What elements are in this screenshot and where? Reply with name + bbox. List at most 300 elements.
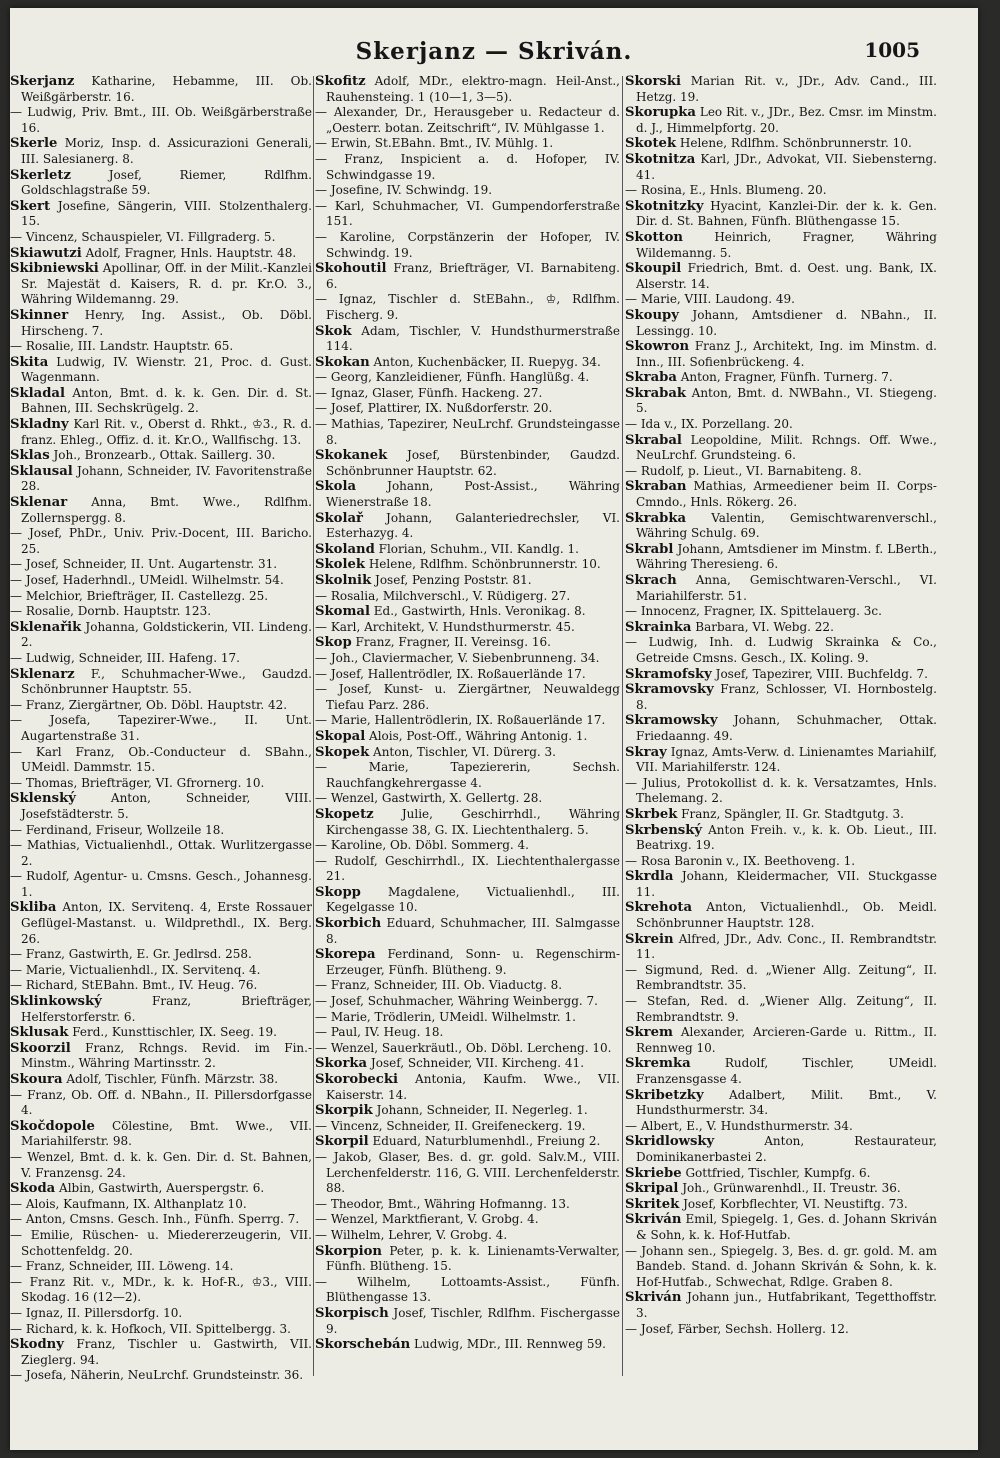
entry-surname: Skotton — [625, 229, 684, 245]
directory-entry — [10, 386, 312, 417]
directory-entry — [315, 370, 620, 386]
entry-details: — Richard, k. k. Hofkoch, VII. Spittelbergg. 3. — [10, 1321, 291, 1336]
directory-entry — [10, 1212, 312, 1228]
entry-surname: Skorschebán — [315, 1337, 411, 1353]
entry-details: — Emilie, Rüschen- u. Miedererzeugerin, VII. Schottenfeldg. 20. — [10, 1227, 312, 1258]
directory-entry — [315, 401, 620, 417]
entry-details: — Wilhelm, Lehrer, V. Grobg. 4. — [315, 1227, 508, 1242]
entry-details: Ludwig, IV. Wienstr. 21, Proc. d. Gust. Wagenmann. — [21, 354, 312, 385]
entry-details: Josefine, Sängerin, VIII. Stolzenthalerg. 15. — [21, 198, 312, 229]
directory-entry — [10, 838, 312, 869]
entry-details: — Josef, Schneider, II. Unt. Augartenstr. 31. — [10, 557, 278, 572]
directory-entry — [315, 324, 620, 355]
entry-surname: Skerjanz — [10, 74, 75, 89]
entry-details: Franz, Briefträger, VI. Barnabiteng. 6. — [326, 261, 620, 291]
directory-entry — [625, 464, 937, 480]
directory-entry — [625, 854, 937, 870]
entry-surname: Skotnitza — [625, 151, 696, 167]
entry-details: Friedrich, Bmt. d. Oest. ung. Bank, IX. Alserstr. 14. — [636, 261, 937, 291]
entry-surname: Skrabak — [625, 385, 687, 401]
page-number: 1005 — [864, 38, 920, 62]
entry-details: Johanna, Goldstickerin, VII. Lindeng. 2. — [21, 619, 312, 650]
directory-entry — [625, 136, 937, 152]
entry-details: Peter, p. k. k. Linienamts-Verwalter, Fünfh. Blütheng. 15. — [326, 1243, 620, 1274]
directory-entry — [10, 1306, 312, 1322]
entry-details: Franz, Rchngs. Revid. im Fin.-Minstm., Währing Martinsstr. 2. — [21, 1040, 312, 1071]
entry-surname: Skriebe — [625, 1165, 682, 1181]
directory-entry — [625, 1025, 937, 1056]
entry-details: — Marie, Tapeziererin, Sechsh. Rauchfangkehrergasse 4. — [315, 760, 620, 790]
directory-entry — [315, 1212, 620, 1228]
entry-details: — Josef, Färber, Sechsh. Hollerg. 12. — [625, 1321, 849, 1336]
directory-entry — [315, 978, 620, 994]
directory-entry — [315, 854, 620, 885]
directory-entry — [10, 713, 312, 744]
directory-entry — [10, 900, 312, 947]
entry-details: Josef, Penzing Poststr. 81. — [371, 573, 532, 587]
directory-entry — [625, 635, 937, 666]
entry-surname: Skorbich — [315, 916, 382, 932]
entry-surname: Skripal — [625, 1181, 679, 1197]
entry-details: Antonia, Kaufm. Wwe., VII. Kaiserstr. 14. — [326, 1072, 620, 1102]
entry-details: — Rosina, E., Hnls. Blumeng. 20. — [625, 183, 827, 198]
directory-entry — [315, 292, 620, 323]
entry-details: — Georg, Kanzleidiener, Fünfh. Hanglüßg. 4. — [315, 370, 590, 385]
entry-surname: Skoura — [10, 1072, 63, 1087]
entry-surname: Skinner — [10, 307, 69, 323]
entry-details: F., Schuhmacher-Wwe., Gaudzd. Schönbrunner Hauptstr. 55. — [21, 666, 312, 697]
directory-entry — [315, 1134, 620, 1150]
entry-details: Ludwig, MDr., III. Rennweg 59. — [410, 1337, 606, 1352]
entry-surname: Skerle — [10, 136, 58, 152]
entry-details: Ferdinand, Sonn- u. Regenschirm-Erzeuger, Fünfh. Blütheng. 9. — [326, 947, 620, 977]
entry-details: Cölestine, Bmt. Wwe., VII. Mariahilferstr. 98. — [21, 1118, 312, 1149]
directory-entry — [10, 745, 312, 776]
entry-surname: Skoupil — [625, 261, 682, 277]
entry-surname: Skladny — [10, 417, 69, 433]
entry-surname: Skotek — [625, 136, 677, 152]
entry-surname: Skrabl — [625, 541, 674, 557]
entry-details: Anton, IX. Servitenq. 4, Erste Rossauer Geflügel-Mastanst. u. Wildprethdl., IX. Berg. 26. — [21, 900, 312, 946]
directory-entry — [625, 479, 937, 510]
directory-entry — [315, 791, 620, 807]
entry-details: — Ludwig, Priv. Bmt., III. Ob. Weißgärberstraße 16. — [10, 105, 312, 135]
entry-details: — Ignaz, II. Pillersdorfg. 10. — [10, 1305, 183, 1320]
entry-surname: Skorpik — [315, 1103, 373, 1119]
entry-surname: Sklinkowský — [10, 994, 102, 1010]
directory-entry — [315, 1197, 620, 1213]
entry-surname: Skola — [315, 479, 357, 495]
directory-entry — [625, 339, 937, 370]
entry-surname: Skriván — [625, 1212, 682, 1228]
directory-entry — [10, 1072, 312, 1088]
directory-entry — [315, 713, 620, 729]
directory-entry — [10, 526, 312, 557]
directory-entry — [625, 745, 937, 776]
directory-entry — [10, 667, 312, 698]
entry-details: Johann, Amtsdiener d. NBahn., II. Lessingg. 10. — [636, 307, 937, 338]
entry-details: — Karl Franz, Ob.-Conducteur d. SBahn., UMeidl. Dammstr. 15. — [10, 744, 312, 775]
entry-details: Ferd., Kunsttischler, IX. Seeg. 19. — [68, 1025, 277, 1040]
directory-entry — [10, 417, 312, 448]
entry-details: Anton, Bmt. d. k. k. Gen. Dir. d. St. Bahnen, III. Sechskrügelg. 2. — [21, 385, 312, 416]
entry-details: Johann, Kleidermacher, VII. Stuckgasse 11. — [636, 869, 937, 899]
entry-details: — Josefa, Näherin, NeuLrchf. Grundsteinstr. 36. — [10, 1368, 304, 1383]
directory-entry — [10, 869, 312, 900]
entry-details: Eduard, Schuhmacher, III. Salmgasse 8. — [326, 916, 620, 946]
directory-entry — [625, 869, 937, 900]
directory-entry — [10, 1088, 312, 1119]
entry-details: — Franz, Ziergärtner, Ob. Döbl. Hauptstr. 42. — [10, 697, 288, 712]
directory-entry — [10, 1197, 312, 1213]
directory-entry — [625, 1322, 937, 1338]
entry-details: Johann, Amtsdiener im Minstm. f. LBerth., Währing Theresieng. 6. — [636, 541, 937, 572]
entry-details: Josef, Tapezirer, VIII. Buchfeldg. 7. — [711, 666, 928, 681]
directory-entry — [10, 168, 312, 199]
entry-details: Johann, Galanteriedrechsler, VI. Esterhazyg. 4. — [326, 510, 620, 541]
directory-entry — [625, 386, 937, 417]
directory-entry — [625, 1244, 937, 1291]
entry-surname: Skorepa — [315, 947, 376, 963]
entry-details: Franz, Spängler, II. Gr. Stadtgutg. 3. — [677, 806, 904, 821]
entry-details: — Innocenz, Fragner, IX. Spittelauerg. 3c. — [625, 604, 882, 619]
entry-surname: Sklenský — [10, 791, 76, 807]
directory-entry — [10, 230, 312, 246]
directory-entry — [625, 199, 937, 230]
entry-surname: Skowron — [625, 339, 690, 355]
entry-surname: Skolek — [315, 557, 365, 573]
directory-entry — [315, 573, 620, 589]
directory-entry — [315, 199, 620, 230]
entry-details: — Jakob, Glaser, Bes. d. gr. gold. Salv.M., VIII. Lerchenfelderstr. 116, G. VIII. Lerchenfelderstr. 88. — [315, 1149, 620, 1196]
entry-details: — Wenzel, Bmt. d. k. k. Gen. Dir. d. St. Bahnen, V. Franzensg. 24. — [10, 1149, 312, 1180]
directory-entry — [315, 1041, 620, 1057]
entry-details: — Rosalie, Dornb. Hauptstr. 123. — [10, 604, 212, 619]
directory-entry — [10, 620, 312, 651]
entry-details: Johann, Schneider, IV. Favoritenstraße 28. — [21, 463, 312, 494]
column-divider — [622, 76, 623, 1376]
entry-details: — Alexander, Dr., Herausgeber u. Redacteur d. „Oesterr. botan. Zeitschrift“, IV. Mühlgasse 1. — [315, 105, 620, 135]
directory-entry — [625, 417, 937, 433]
entry-details: Joh., Grünwarenhdl., II. Treustr. 36. — [678, 1181, 901, 1196]
entry-details: Valentin, Gemischtwarenverschl., Währing Schulg. 69. — [636, 510, 937, 541]
entry-details: — Ida v., IX. Porzellang. 20. — [625, 417, 793, 432]
directory-entry — [625, 932, 937, 963]
directory-entry — [10, 495, 312, 526]
entry-details: — Albert, E., V. Hundsthurmerstr. 34. — [625, 1118, 853, 1133]
directory-entry — [10, 589, 312, 605]
entry-details: Johann, Schneider, II. Negerleg. 1. — [372, 1103, 588, 1118]
entry-details: — Franz, Schneider, III. Löweng. 14. — [10, 1259, 234, 1274]
directory-entry — [315, 745, 620, 761]
directory-entry — [10, 1181, 312, 1197]
entry-details: — Mathias, Tapezirer, NeuLrchf. Grundsteingasse 8. — [315, 417, 620, 447]
directory-entry — [315, 152, 620, 183]
directory-entry — [625, 261, 937, 292]
entry-details: Anton Freih. v., k. k. Ob. Lieut., III. Beatrixg. 19. — [636, 822, 937, 853]
directory-entry — [315, 1025, 620, 1041]
entry-details: Johann jun., Hutfabrikant, Tegetthoffstr. 3. — [636, 1290, 937, 1320]
entry-details: — Wenzel, Sauerkräutl., Ob. Döbl. Lercheng. 10. — [315, 1040, 612, 1055]
entry-details: — Thomas, Briefträger, VI. Gfrornerg. 10. — [10, 775, 265, 790]
entry-details: Franz J., Architekt, Ing. im Minstm. d. Inn., III. Sofienbrückeng. 4. — [636, 339, 937, 369]
directory-entry — [315, 1228, 620, 1244]
entry-details: Anton, Victualienhdl., Ob. Meidl. Schönbrunner Hauptstr. 128. — [636, 900, 937, 931]
directory-entry — [625, 963, 937, 994]
entry-details: Adolf, Fragner, Hnls. Hauptstr. 48. — [81, 245, 297, 260]
entry-surname: Skoda — [10, 1181, 56, 1197]
directory-entry — [625, 604, 937, 620]
entry-details: Barbara, VI. Webg. 22. — [691, 619, 834, 634]
entry-details: Leopoldine, Milit. Rchngs. Off. Wwe., NeuLrchf. Grundsteing. 6. — [636, 432, 937, 463]
entry-details: Emil, Spiegelg. 1, Ges. d. Johann Skriván & Sohn, k. k. Hof-Hutfab. — [636, 1212, 937, 1242]
directory-entry — [315, 1150, 620, 1197]
entry-surname: Skolař — [315, 510, 363, 526]
entry-surname: Skrem — [625, 1025, 673, 1041]
entry-surname: Skrbenský — [625, 822, 703, 838]
directory-entry — [315, 1119, 620, 1135]
directory-entry — [625, 74, 937, 105]
entry-details: — Erwin, St.EBahn. Bmt., IV. Mühlg. 1. — [315, 136, 554, 151]
entry-details: — Karl, Schuhmacher, VI. Gumpendorferstraße 151. — [315, 198, 620, 229]
directory-entry — [625, 994, 937, 1025]
directory-entry — [10, 698, 312, 714]
directory-entry — [10, 651, 312, 667]
entry-details: — Ignaz, Tischler d. StEBahn., ♔, Rdlfhm. Fischerg. 9. — [315, 292, 620, 322]
entry-details: Marian Rit. v., JDr., Adv. Cand., III. Hetzg. 19. — [636, 74, 937, 104]
entry-details: Eduard, Naturblumenhdl., Freiung 2. — [368, 1134, 601, 1149]
entry-details: — Mathias, Victualienhdl., Ottak. Wurlitzergasse 2. — [10, 838, 312, 868]
entry-surname: Skopp — [315, 884, 361, 900]
entry-surname: Skramofsky — [625, 666, 712, 682]
directory-entry — [625, 713, 937, 744]
directory-entry — [315, 105, 620, 136]
entry-surname: Sklenařik — [10, 619, 82, 635]
entry-surname: Skremka — [625, 1056, 691, 1072]
entry-surname: Skok — [315, 323, 352, 339]
directory-entry — [315, 947, 620, 978]
directory-entry — [625, 1197, 937, 1213]
directory-entry — [315, 448, 620, 479]
entry-surname: Skoupy — [625, 307, 679, 323]
entry-details: — Vincenz, Schneider, II. Greifeneckerg. 19. — [315, 1118, 586, 1133]
entry-details: — Paul, IV. Heug. 18. — [315, 1025, 444, 1040]
entry-details: Helene, Rdlfhm. Schönbrunnerstr. 10. — [365, 557, 601, 572]
directory-entry — [625, 105, 937, 136]
entry-details: Franz, Fragner, II. Vereinsg. 16. — [351, 635, 551, 650]
directory-entry — [315, 885, 620, 916]
entry-details: — Rosalie, III. Landstr. Hauptstr. 65. — [10, 339, 234, 354]
directory-entry — [625, 183, 937, 199]
directory-entry — [625, 1134, 937, 1165]
entry-details: Johann, Schuhmacher, Ottak. Friedaanng. 49. — [636, 713, 937, 743]
directory-entry — [10, 573, 312, 589]
entry-details: Mathias, Armeediener beim II. Corps-Cmndo., Hnls. Rökerg. 26. — [636, 479, 937, 510]
directory-entry — [10, 199, 312, 230]
entry-surname: Skorpisch — [315, 1305, 389, 1321]
entry-details: Anton, Restaurateur, Dominikanerbastei 2. — [636, 1134, 937, 1164]
entry-details: Katharine, Hebamme, III. Ob. Weißgärberstr. 16. — [21, 74, 312, 104]
entry-surname: Skliba — [10, 900, 57, 916]
directory-entry — [315, 589, 620, 605]
entry-details: Joh., Bronzearb., Ottak. Saillerg. 30. — [49, 448, 276, 463]
entry-surname: Skrach — [625, 573, 677, 588]
entry-surname: Skladal — [10, 385, 65, 401]
directory-entry — [625, 1119, 937, 1135]
directory-entry — [315, 635, 620, 651]
entry-surname: Skolnik — [315, 573, 372, 588]
entry-surname: Skrabka — [625, 510, 687, 526]
directory-entry — [10, 1337, 312, 1368]
directory-entry — [10, 1150, 312, 1181]
entry-surname: Skorupka — [625, 105, 696, 121]
directory-entry — [315, 838, 620, 854]
entry-surname: Skramowsky — [625, 713, 718, 729]
entry-surname: Skorski — [625, 74, 681, 89]
entry-surname: Skokanek — [315, 448, 388, 464]
entry-surname: Skramovsky — [625, 682, 714, 698]
directory-entry — [625, 152, 937, 183]
directory-entry — [315, 386, 620, 402]
entry-details: — Ignaz, Glaser, Fünfh. Hackeng. 27. — [315, 385, 543, 400]
directory-entry — [315, 916, 620, 947]
entry-surname: Skopek — [315, 744, 370, 760]
entry-details: — Rudolf, Agentur- u. Cmsns. Gesch., Johannesg. 1. — [10, 869, 312, 899]
directory-entry — [315, 183, 620, 199]
entry-surname: Skokan — [315, 354, 370, 370]
directory-entry — [315, 355, 620, 371]
directory-entry — [10, 1368, 312, 1384]
entry-details: — Marie, Hallentrödlerin, IX. Roßauerlände 17. — [315, 713, 606, 728]
directory-entry — [315, 729, 620, 745]
entry-surname: Skriván — [625, 1290, 682, 1306]
entry-surname: Skofitz — [315, 74, 366, 89]
entry-surname: Skray — [625, 744, 667, 760]
entry-details: — Karoline, Corpstänzerin der Hofoper, IV. Schwindg. 19. — [315, 229, 620, 260]
entry-surname: Skodny — [10, 1337, 64, 1353]
directory-entry — [10, 791, 312, 822]
directory-entry — [10, 1275, 312, 1306]
entry-details: Anton, Bmt. d. NWBahn., VI. Stiegeng. 5. — [636, 385, 937, 416]
entry-details: Ignaz, Amts-Verw. d. Linienamtes Mariahilf, VII. Mariahilferstr. 124. — [636, 744, 937, 775]
entry-surname: Skomal — [315, 604, 370, 620]
directory-entry — [10, 1119, 312, 1150]
directory-entry — [315, 1275, 620, 1306]
entry-surname: Sklas — [10, 448, 50, 464]
directory-entry — [10, 308, 312, 339]
directory-entry — [315, 807, 620, 838]
entry-surname: Sklenarz — [10, 666, 75, 682]
entry-surname: Skrabal — [625, 432, 682, 448]
entry-details: Alexander, Arcieren-Garde u. Rittm., II. Rennweg 10. — [636, 1025, 937, 1055]
entry-details: — Sigmund, Red. d. „Wiener Allg. Zeitung“, II. Rembrandtstr. 35. — [625, 962, 937, 993]
entry-details: — Johann sen., Spiegelg. 3, Bes. d. gr. gold. M. am Bandeb. Stand. d. Johann Skriván & Sohn, k. k. Hof-Hutfab., Schwechat, Rdlge. Graben 8. — [625, 1243, 937, 1289]
entry-details: — Ludwig, Inh. d. Ludwig Skrainka & Co., Getreide Cmsns. Gesch., IX. Koling. 9. — [625, 635, 937, 665]
entry-details: Franz, Schlosser, VI. Hornbostelg. 8. — [636, 682, 937, 712]
directory-entry — [625, 308, 937, 339]
directory-entry — [625, 1166, 937, 1182]
directory-entry — [315, 1103, 620, 1119]
entry-details: — Marie, Victualienhdl., IX. Servitenq. 4. — [10, 962, 261, 977]
entry-details: — Franz, Inspicient a. d. Hofoper, IV. Schwindgasse 19. — [315, 151, 620, 182]
page-header — [10, 38, 978, 72]
entry-surname: Skorpil — [315, 1134, 369, 1150]
entry-details: — Franz, Ob. Off. d. NBahn., II. Pillersdorfgasse 4. — [10, 1087, 312, 1118]
entry-details: Karl Rit. v., Oberst d. Rhkt., ♔3., R. d. franz. Ehleg., Offiz. d. it. Kr.O., Wallfischg. 13. — [21, 417, 312, 447]
directory-entry — [625, 900, 937, 931]
entry-details: Alfred, JDr., Adv. Conc., II. Rembrandtstr. 11. — [636, 931, 937, 962]
entry-details: Magdalene, Victualienhdl., III. Kegelgasse 10. — [326, 884, 620, 915]
directory-entry — [10, 823, 312, 839]
entry-surname: Skočdopole — [10, 1118, 95, 1134]
entry-details: Julie, Geschirrhdl., Währing Kirchengasse 38, G. IX. Liechtenthalerg. 5. — [326, 806, 620, 837]
page-title: Skerjanz — Skriván. — [355, 38, 633, 65]
entry-surname: Skrbek — [625, 806, 678, 822]
entry-surname: Skorpion — [315, 1243, 383, 1259]
entry-details: Karl, JDr., Advokat, VII. Siebensterng. 41. — [636, 151, 937, 182]
entry-details: Adalbert, Milit. Bmt., V. Hundsthurmerstr. 34. — [636, 1087, 937, 1118]
directory-entry — [625, 573, 937, 604]
entry-details: — Josef, Haderhndl., UMeidl. Wilhelmstr. 54. — [10, 573, 284, 587]
entry-details: Adolf, MDr., elektro-magn. Heil-Anst., Rauhensteing. 1 (10—1, 3—5). — [326, 74, 620, 104]
entry-surname: Sklenar — [10, 495, 68, 511]
entry-details: — Josef, Schuhmacher, Währing Weinbergg. 7. — [315, 994, 598, 1009]
entry-details: Florian, Schuhm., VII. Kandlg. 1. — [374, 541, 579, 556]
entry-details: — Theodor, Bmt., Währing Hofmanng. 13. — [315, 1196, 570, 1211]
entry-details: Ed., Gastwirth, Hnls. Veronikag. 8. — [369, 604, 586, 619]
directory-entry — [625, 776, 937, 807]
directory-page — [10, 8, 978, 1450]
entry-surname: Skorobecki — [315, 1072, 398, 1087]
directory-entry — [315, 994, 620, 1010]
entry-surname: Skohoutil — [315, 261, 387, 277]
directory-entry — [10, 1259, 312, 1275]
entry-details: Adam, Tischler, V. Hundsthurmerstraße 114. — [326, 323, 620, 354]
entry-details: — Josefine, IV. Schwindg. 19. — [315, 183, 493, 198]
directory-entry — [10, 557, 312, 573]
entry-surname: Skiawutzi — [10, 245, 82, 261]
entry-details: Anton, Fragner, Fünfh. Turnerg. 7. — [676, 370, 893, 385]
directory-entry — [625, 823, 937, 854]
entry-details: — Josef, PhDr., Univ. Priv.-Docent, III. Baricho. 25. — [10, 526, 312, 556]
column-2 — [315, 74, 620, 1444]
directory-entry — [315, 1306, 620, 1337]
entry-details: — Julius, Protokollist d. k. k. Versatzamtes, Hnls. Thelemang. 2. — [625, 775, 937, 806]
directory-entry — [315, 1056, 620, 1072]
entry-surname: Skraban — [625, 479, 687, 495]
entry-details: Gottfried, Tischler, Kumpfg. 6. — [681, 1165, 871, 1180]
directory-entry — [315, 682, 620, 713]
entry-details: — Josef, Hallentrödler, IX. Roßauerlände 17. — [315, 666, 586, 681]
directory-entry — [625, 230, 937, 261]
entry-details: — Wenzel, Gastwirth, X. Gellertg. 28. — [315, 791, 543, 806]
entry-details: Anna, Gemischtwaren-Verschl., VI. Mariahilferstr. 51. — [636, 573, 937, 603]
entry-details: Helene, Rdlfhm. Schönbrunnerstr. 10. — [676, 136, 912, 151]
directory-entry — [315, 557, 620, 573]
entry-details: Josef, Korbflechter, VI. Neustiftg. 73. — [679, 1196, 908, 1211]
directory-entry — [625, 667, 937, 683]
entry-details: Leo Rit. v., JDr., Bez. Cmsr. im Minstm. d. J., Himmelpfortg. 20. — [636, 105, 937, 135]
directory-entry — [625, 542, 937, 573]
entry-surname: Skopetz — [315, 806, 374, 822]
entry-surname: Skita — [10, 354, 49, 370]
directory-entry — [625, 1212, 937, 1243]
directory-entry — [625, 292, 937, 308]
directory-entry — [10, 963, 312, 979]
entry-details: — Josef, Plattirer, IX. Nußdorferstr. 20. — [315, 401, 553, 416]
directory-entry — [315, 479, 620, 510]
entry-surname: Skorka — [315, 1056, 368, 1072]
